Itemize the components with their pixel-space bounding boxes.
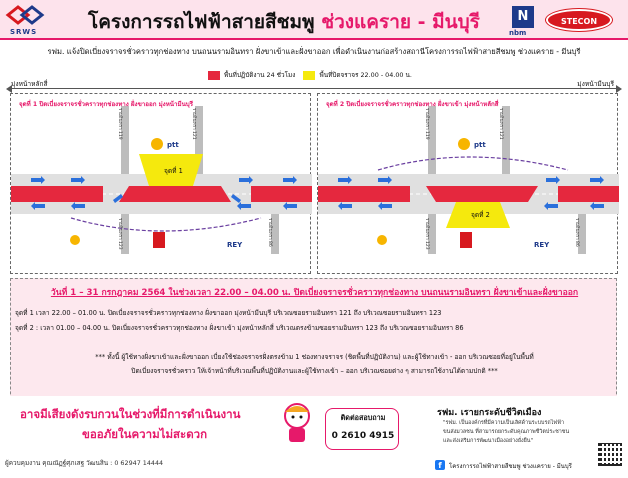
legend-yellow-label: พื้นที่ปิดจราจร 22.00 - 04.00 น. (319, 71, 412, 79)
direction-left: มุ่งหน้าหลักสี่ (11, 80, 48, 88)
map-panel-2 (317, 93, 618, 274)
facebook-icon[interactable]: f (435, 460, 445, 470)
contact-label: ติดต่อสอบถาม (340, 413, 386, 422)
facebook-page-link[interactable]: โครงการรถไฟฟ้าสายสีชมพู ช่วงแคราย - มีนบุรี (449, 463, 572, 470)
panel-1-title: จุดที่ 1 ปิดเบี่ยงจราจรชั่วคราวทุกช่องทาง ฝั่งขาออก มุ่งหน้ามีนบุรี (19, 101, 194, 108)
slogan: รฟม. เรายกระดับชีวิตเมือง (437, 408, 542, 418)
legend-red-label: พื้นที่ปฏิบัติงาน 24 ชั่วโมง (224, 71, 296, 79)
summary-title: วันที่ 1 – 31 กรกฎาคม 2564 ในช่วงเวลา 22.00 – 04.00 น. ปิดเบี่ยงจราจรชั่วคราวทุกช่องทาง บนถนนรามอินทรา ฝั่งขาเข้าและฝั่งขาออก (50, 288, 579, 298)
nbm-logo: N (512, 6, 534, 28)
worker-mascot-icon (279, 400, 315, 444)
work-zone-center (119, 186, 231, 202)
apology-line-1: อาจมีเสียงดังรบกวนในช่วงที่มีการดำเนินงาน (20, 407, 241, 421)
contact-number[interactable]: 0 2610 4915 (331, 431, 395, 441)
svg-text:รามอินทรา 86: รามอินทรา 86 (267, 218, 272, 247)
map-1-drawing (11, 94, 312, 275)
svg-text:รามอินทรา 119: รามอินทรา 119 (117, 108, 122, 140)
summary-warning-2: ปิดเบี่ยงจราจรชั่วคราว ให้เจ้าหน้าที่บริเวณพื้นที่ปฏิบัติงานและผู้ใช้ทางเข้า – ออก บริเวณซอยต่าง ๆ สามารถใช้งานได้ตามปกติ *** (131, 367, 498, 375)
detour-path-2 (378, 157, 568, 170)
shell-icon (151, 138, 163, 150)
footer (0, 396, 628, 478)
work-zone-right (251, 186, 312, 202)
direction-right: มุ่งหน้ามีนบุรี (577, 80, 614, 88)
svg-text:รามอินทรา 119: รามอินทรา 119 (424, 108, 429, 140)
title-main: โครงการรถไฟฟ้าสายสีชมพู (88, 11, 315, 33)
arrow-left-icon (6, 85, 12, 93)
legend (206, 70, 412, 80)
ptt-icon: ptt (167, 141, 179, 149)
qr-code-pattern (598, 442, 622, 466)
notice-text: รฟม. แจ้งปิดเบี่ยงจราจรชั่วคราวทุกช่องทาง บนถนนรามอินทรา ฝั่งขาเข้าและฝั่งขาออก เพื่อดำเนินงานก่อสร้างสถานีโครงการรถไฟฟ้าสายสีชมพู ช่วงแคราย - มีนบุรี (47, 47, 581, 56)
svg-text:REY: REY (534, 241, 550, 249)
legend-red-swatch (208, 71, 220, 80)
detour-path-1 (71, 218, 261, 231)
map-panel-1 (10, 93, 311, 274)
zone-label-1: จุดที่ 1 (164, 167, 183, 175)
slogan-sub-3: และส่งเสริมการพัฒนาเมืองอย่างยั่งยืน" (443, 438, 533, 444)
svg-text:รามอินทรา 121: รามอินทรา 121 (498, 108, 503, 140)
summary-line-2: จุดที่ 2 : เวลา 01.00 – 04.00 น. ปิดเบี่ยงจราจรชั่วคราวทุกช่องทาง ฝั่งขาเข้า มุ่งหน้าหลักสี่ บริเวณตรงข้ามซอยรามอินทรา 123 ถึง บริเวณซอยรามอินทรา 86 (15, 324, 464, 332)
contact-box (325, 408, 399, 450)
page-title (88, 7, 480, 37)
nbm-text: nbm (509, 29, 527, 37)
slogan-sub-2: ขนส่งมวลชน ที่สามารถยกระดับคุณภาพชีวิตประชาชน (443, 429, 570, 435)
work-zone-left (11, 186, 103, 202)
slogan-sub-1: "รฟม. เป็นองค์กรที่มีความเป็นเลิศด้านระบบรถไฟฟ้า (443, 420, 564, 426)
stecon-logo: STECON (546, 9, 612, 31)
svg-text:รามอินทรา 123: รามอินทรา 123 (424, 218, 429, 250)
zone-label-2: จุดที่ 2 (471, 211, 490, 219)
svg-text:ptt: ptt (474, 141, 486, 149)
apology-line-2: ขออภัยในความไม่สะดวก (82, 427, 208, 441)
title-route: ช่วงแคราย - มีนบุรี (321, 11, 480, 33)
map-2-drawing (318, 94, 619, 275)
svg-text:รามอินทรา 121: รามอินทรา 121 (191, 108, 196, 140)
summary-warning-1: *** ทั้งนี้ ผู้ใช้ทางฝั่งขาเข้าและฝั่งขาออก เบี่ยงใช้ช่องจราจรฝั่งตรงข้าม 1 ช่องทางจราจร (ชิดพื้นที่ปฏิบัติงาน) และผู้ใช้ทางเข้า - ออก บริเวณซอยที่อยู่ในพื้นที่ (95, 353, 534, 361)
arrow-right-icon (616, 85, 622, 93)
srt-logo-text: SRWS (10, 28, 38, 36)
panel-2-title: จุดที่ 2 ปิดเบี่ยงจราจรชั่วคราวทุกช่องทาง ฝั่งขาเข้า มุ่งหน้าหลักสี่ (326, 101, 499, 108)
svg-text:รามอินทรา 86: รามอินทรา 86 (574, 218, 579, 247)
header-bar (0, 0, 628, 40)
rey-icon: REY (227, 241, 243, 249)
svg-text:รามอินทรา 123: รามอินทรา 123 (117, 218, 122, 250)
legend-yellow-swatch (303, 71, 315, 80)
summary-line-1: จุดที่ 1 เวลา 22.00 – 01.00 น. ปิดเบี่ยงจราจรชั่วคราวทุกช่องทาง ฝั่งขาออก มุ่งหน้ามีนบุรี บริเวณซอยรามอินทรา 121 ถึง บริเวณซอยรามอินทรา 123 (15, 309, 442, 317)
coordinator-text: ผู้ควบคุมงาน คุณณัฏฐ์ศุภเสฐ วัฒนสิน : 0 62947 14444 (5, 459, 164, 467)
direction-line (10, 88, 617, 89)
